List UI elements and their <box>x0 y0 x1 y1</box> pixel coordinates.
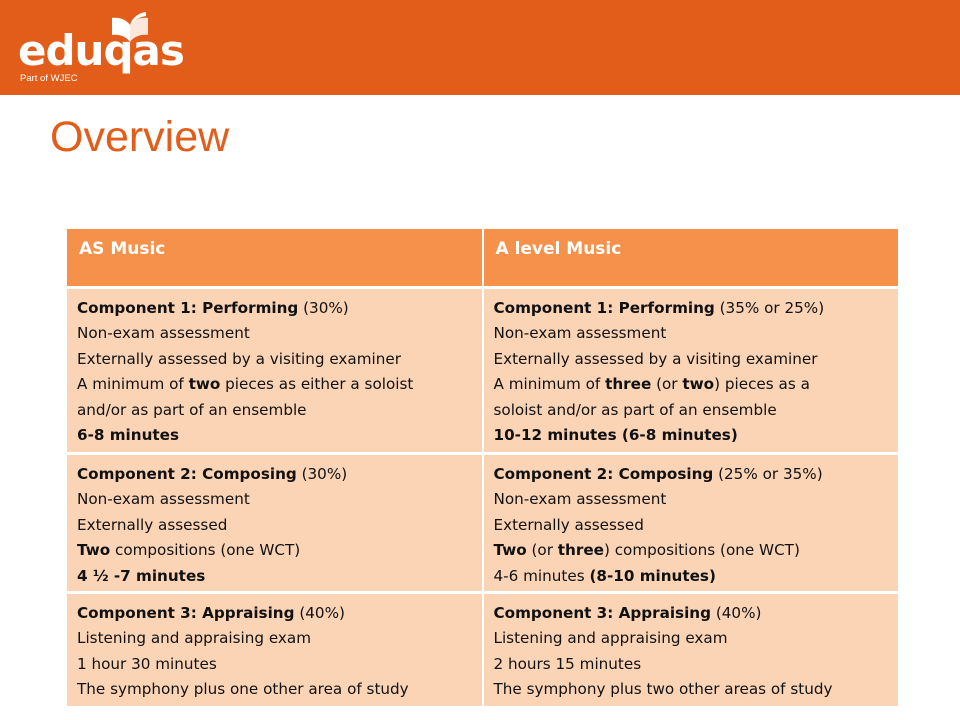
duration: 4 ½ -7 minutes <box>77 566 206 585</box>
detail-text: soloist and/or as part of an ensemble <box>493 400 777 419</box>
logo-wordmark: eduqas <box>18 26 184 75</box>
study-info: The symphony plus two other areas of study <box>493 680 833 698</box>
component-title: Component 3: Appraising <box>493 603 711 622</box>
component-weight: (30%) <box>303 298 349 317</box>
study-info: The symphony plus one other area of study <box>77 680 409 698</box>
table-row <box>67 592 898 706</box>
assessment-type: Non-exam assessment <box>493 324 667 342</box>
eduqas-logo[interactable] <box>18 12 184 87</box>
component-title: Component 3: Appraising <box>77 603 295 622</box>
assessment-type: Non-exam assessment <box>493 490 667 508</box>
detail-text: ) pieces as a <box>714 375 810 393</box>
detail-text: ) compositions (one WCT) <box>603 541 800 559</box>
detail-bold: three <box>605 375 652 393</box>
as-component-3-cell <box>67 592 483 706</box>
alevel-component-1-cell <box>483 287 899 453</box>
detail-text: (or <box>656 375 678 393</box>
detail-bold: Two <box>77 541 111 559</box>
marking-info: Externally assessed by a visiting examiner <box>493 349 818 368</box>
alevel-component-3-cell <box>483 592 899 706</box>
component-weight: (40%) <box>299 603 345 622</box>
detail-bold: Two <box>493 541 527 559</box>
detail-bold: three <box>557 541 604 559</box>
component-title: Component 1: Performing <box>77 298 299 317</box>
detail-text: (or <box>531 541 553 559</box>
exam-type: Listening and appraising exam <box>493 629 728 647</box>
component-weight: (35% or 25%) <box>719 298 825 317</box>
component-weight: (40%) <box>715 603 762 622</box>
exam-type: Listening and appraising exam <box>77 629 311 647</box>
assessment-type: Non-exam assessment <box>77 490 250 508</box>
alevel-component-2-cell <box>483 453 899 592</box>
duration: 1 hour 30 minutes <box>77 654 217 673</box>
detail-text: compositions (one WCT) <box>114 541 301 559</box>
detail-text: A minimum of <box>493 375 601 393</box>
table-header-row <box>67 229 898 287</box>
table-row <box>67 453 898 592</box>
component-title: Component 2: Composing <box>493 464 714 483</box>
assessment-type: Non-exam assessment <box>77 324 250 342</box>
duration: 2 hours 15 minutes <box>493 654 642 673</box>
logo-subtext: Part of WJEC <box>20 73 78 84</box>
page-title: Overview <box>50 113 230 161</box>
component-weight: (25% or 35%) <box>718 464 823 483</box>
as-component-1-cell <box>67 287 483 453</box>
detail-text: A minimum of <box>77 375 184 393</box>
duration: 4-6 minutes <box>493 566 585 585</box>
detail-bold: two <box>188 375 221 393</box>
marking-info: Externally assessed by a visiting examiner <box>77 349 401 368</box>
duration: 10-12 minutes (6-8 minutes) <box>493 426 738 444</box>
detail-bold: two <box>682 375 715 393</box>
detail-text: and/or as part of an ensemble <box>77 400 307 419</box>
overview-table <box>67 229 898 706</box>
header-bar <box>0 0 960 95</box>
column-header-a-level-music: A level Music <box>483 229 899 287</box>
marking-info: Externally assessed <box>77 515 228 534</box>
duration-bold: (8-10 minutes) <box>589 566 716 585</box>
table-row <box>67 287 898 453</box>
detail-text: pieces as either a soloist <box>225 375 414 393</box>
component-weight: (30%) <box>301 464 348 483</box>
duration: 6-8 minutes <box>77 426 179 444</box>
component-title: Component 1: Performing <box>493 298 715 317</box>
component-title: Component 2: Composing <box>77 464 297 483</box>
as-component-2-cell <box>67 453 483 592</box>
marking-info: Externally assessed <box>493 515 644 534</box>
column-header-as-music: AS Music <box>67 229 483 287</box>
